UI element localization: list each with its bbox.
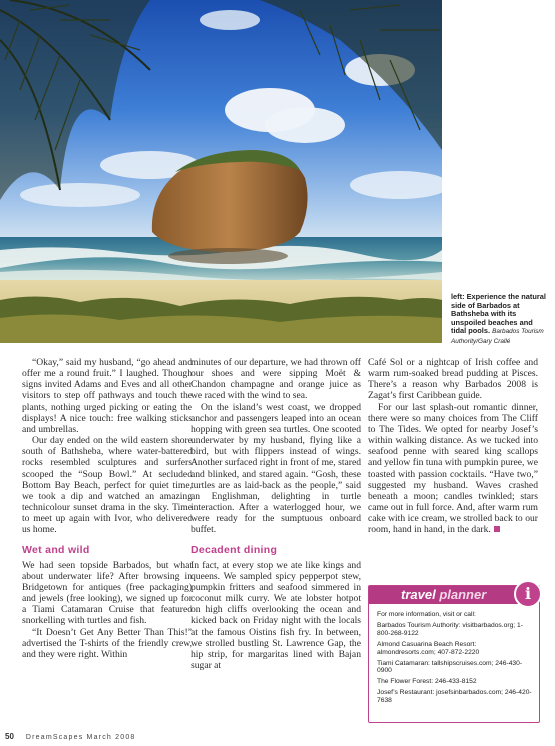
- planner-title-word1: travel: [401, 587, 436, 602]
- planner-intro: For more information, visit or call:: [377, 611, 476, 618]
- paragraph: Our day ended on the wild eastern shore south of Bathsheba, where water-battered rocks resembled sculptures and surfers scooped the “Soup Bowl.” At secluded Bottom Bay Beach, perfect for quiet time, we took a dip and watched an amazing technicolour sunset drama in the sky. Time to meet up again with Ivor, who delivered us home.: [22, 435, 192, 536]
- travel-planner-box: [368, 585, 540, 723]
- planner-entry: Josef’s Restaurant: josefsinbarbados.com; 246-420-7638: [377, 689, 532, 705]
- page-footer: [5, 732, 136, 741]
- section-heading-wet-and-wild: Wet and wild: [22, 543, 90, 556]
- page-number: 50: [5, 732, 14, 741]
- planner-title-word2: planner: [439, 587, 487, 602]
- paragraph-text: For our last splash-out romantic dinner, there were so many choices from The Cliff to The Tides. We opted for nearby Josef’s within walking distance. As we tucked into seafood penne with seared king scallops and yellow fin tuna with pumpkin puree, we toasted with passion cocktails. “Have two,” suggested my husband. Waves crashed beneath a moon; candles twinkled; stars came out in full force. And, after warm rum cake with ice cream, we strolled back to our room, hand in hand, in the dark.: [368, 401, 538, 536]
- article-column-1: [22, 357, 192, 660]
- paragraph: In fact, at every stop we ate like kings and queens. We sampled spicy pepperpot stew, pumpkin fritters and seafood simmered in coconut milk curry. We ate lobster hotpot on high cliffs overlooking the ocean and kicked back on Friday night with the locals at the famous Oistins fish fry. In between, we strolled bustling St. Lawrence Gap, the hip strip, for margaritas lined with Bajan sugar at: [191, 559, 361, 672]
- planner-entry: Tiami Catamaran: tallshipscruises.com; 246-430-0900: [377, 659, 523, 675]
- planner-title: [401, 587, 486, 602]
- planner-entry: Barbados Tourism Authority: visitbarbados.org; 1-800-268-9122: [377, 621, 523, 637]
- paragraph: Café Sol or a nightcap of Irish coffee and warm rum-soaked bread pudding at Pisces. There’s a reason why Barbados 2008 is Zagat’s first Caribbean guide.: [368, 357, 538, 402]
- photo-caption: [451, 293, 549, 347]
- info-icon: i: [514, 580, 542, 608]
- bathsheba-beach-image: [0, 0, 442, 343]
- paragraph: minutes of our departure, we had thrown off our shoes and were sipping Moët & Chandon champagne and orange juice as we raced with the wind to sea.: [191, 357, 361, 402]
- paragraph-final: [368, 402, 538, 536]
- planner-contacts: [377, 611, 535, 708]
- hero-photo: [0, 0, 442, 343]
- magazine-issue: DreamScapes March 2008: [25, 734, 136, 741]
- paragraph: On the island’s west coast, we dropped anchor and passengers leaped into an ocean hopping with green sea turtles. One scooted underwater by my husband, flying like a bird, but with flippers instead of wings. Another surfaced right in front of me, stared and blinked, and stared again. “Gosh, these turtles are as laid-back as the people,” said an Englishman, delighting in turtle interaction. After a waterlogged hour, we were ready for the sumptuous onboard buffet.: [191, 401, 361, 536]
- section-heading-decadent-dining: Decadent dining: [191, 543, 278, 556]
- photo-credit: Barbados Tourism Authority/Gary Crallé: [451, 328, 544, 345]
- planner-entry: Almond Casuarina Beach Resort: almondresorts.com; 407-872-2220: [377, 640, 480, 656]
- paragraph: “It Doesn’t Get Any Better Than This!” advertised the T-shirts of the friendly crew, and they were right. Within: [22, 626, 192, 660]
- end-of-article-mark: [494, 526, 500, 532]
- paragraph: We had seen topside Barbados, but what about underwater life? After browsing in Bridgetown for antiques (free packaging) and jewels (free looking), we signed up for a Tiami Catamaran Cruise that featured snorkelling with turtles and fish.: [22, 559, 192, 627]
- caption-text: left: Experience the natural side of Barbados at Bathsheba with its unspoiled beaches and tidal pools.: [451, 292, 546, 336]
- article-column-3: [368, 357, 538, 536]
- planner-entry: The Flower Forest: 246-433-8152: [377, 678, 477, 686]
- article-column-2: [191, 357, 361, 671]
- paragraph: “Okay,” said my husband, “go ahead and offer me a round fruit.” I laughed. Though signs invited Adams and Eves and all other visitors to step off pathways and touch the plants, nothing urged picking or eating the displays! A nice touch: free walking sticks and umbrellas.: [22, 357, 192, 435]
